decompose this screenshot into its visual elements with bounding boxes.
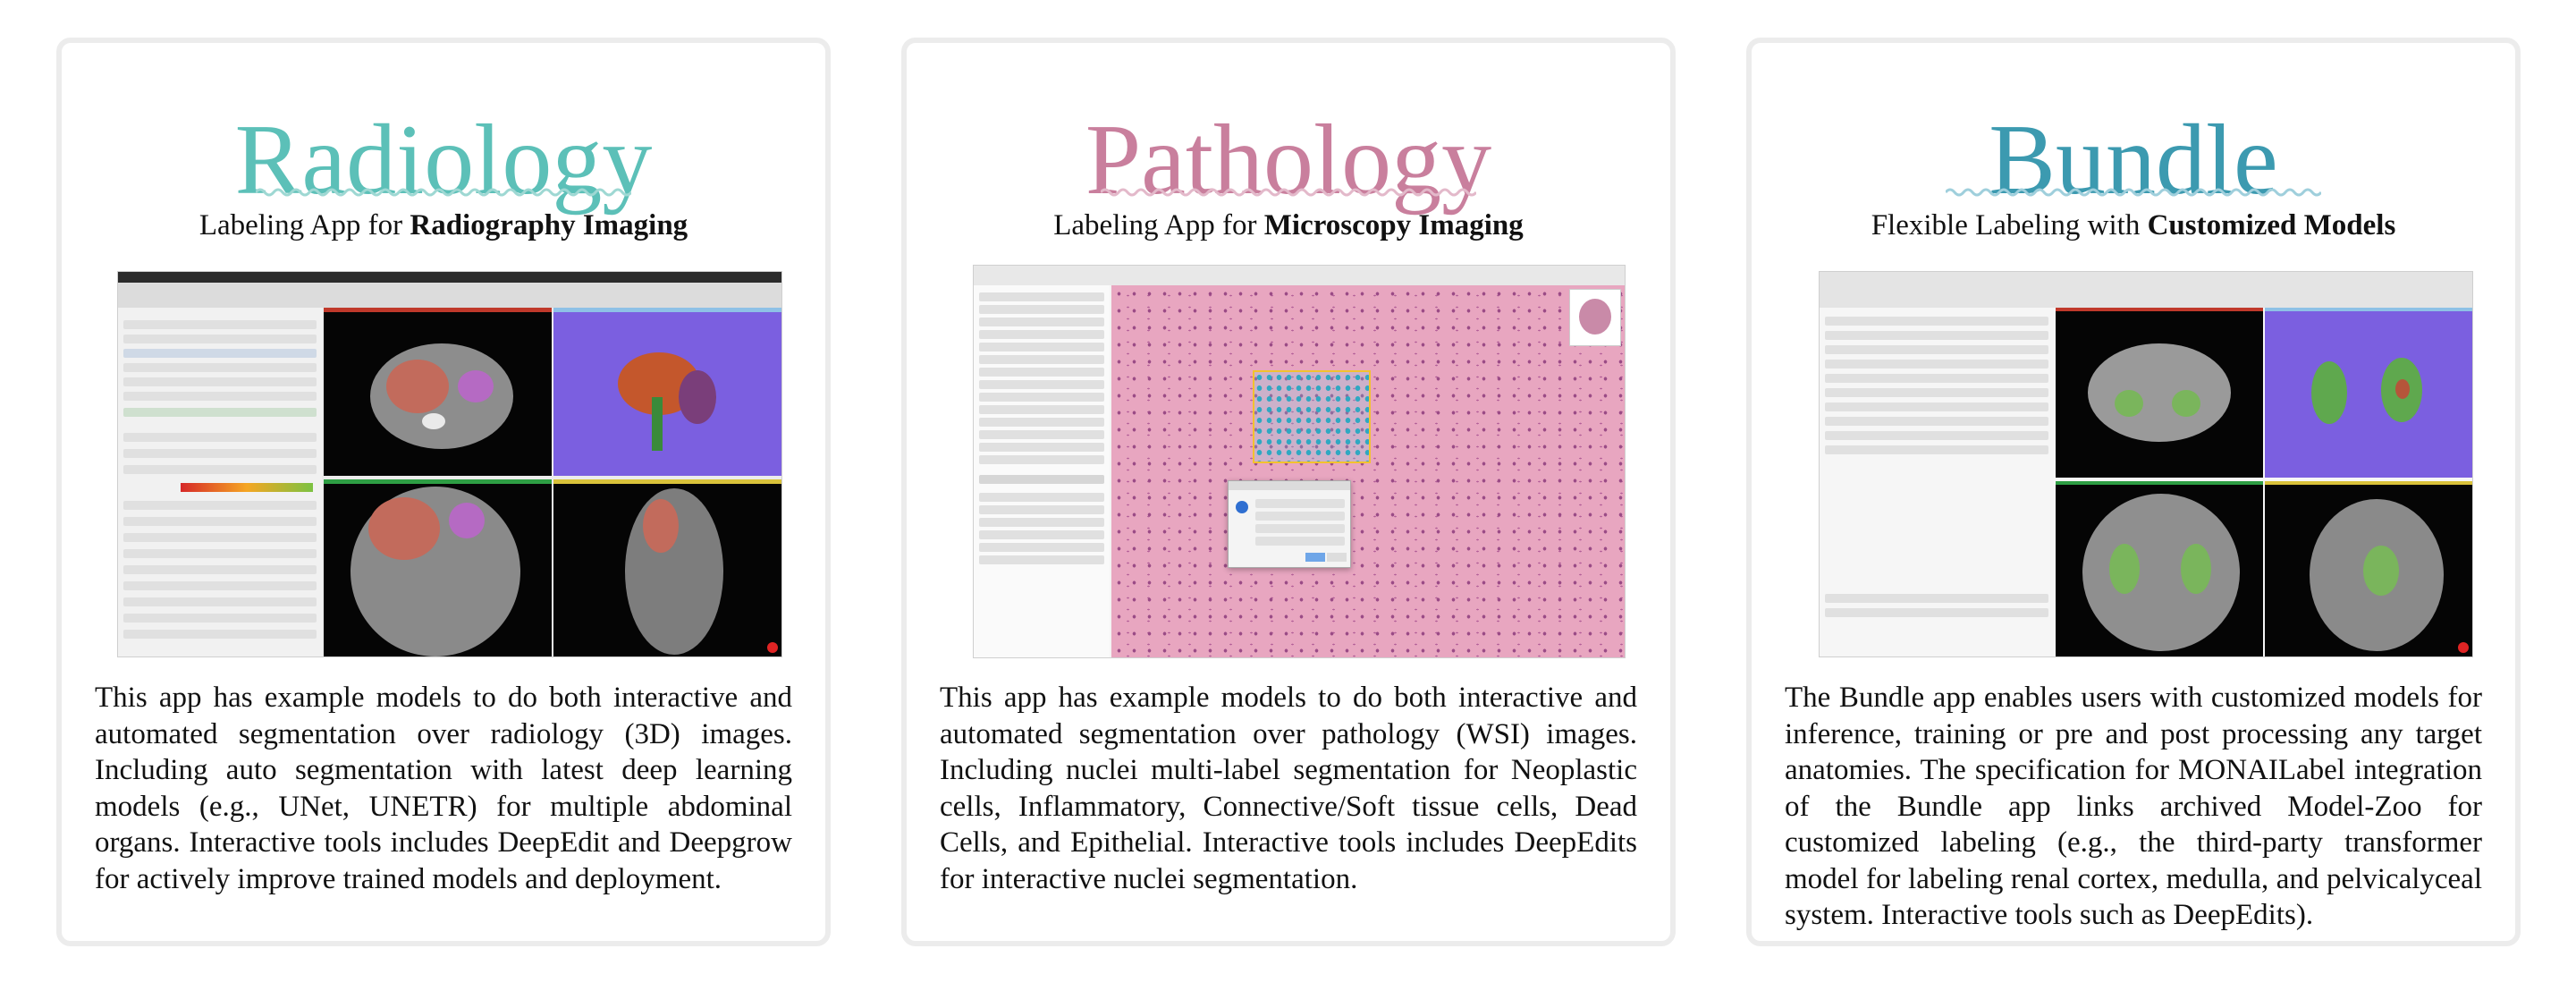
axial-view[interactable] [324,308,552,476]
bundle-description: The Bundle app enables users with customized models for inference, training or pre and post processing any target anatomies. The specification for MONAILabel integration of the Bundle app links archived Model-Zoo for customized labeling (e.g., the third-party transformer model for labeling renal cortex, medulla, and pelvicalyceal system. Interactive tools such as DeepEdits). [1785,682,2482,931]
bundle-subtitle: Flexible Labeling with Customized Models [1871,209,2396,241]
close-icon[interactable] [767,642,778,653]
pathology-card [901,38,1676,946]
confidence-bar [181,483,313,492]
3d-view[interactable] [553,308,781,476]
annotation-list-panel [974,285,1110,657]
pathology-subtitle: Labeling App for Microscopy Imaging [1053,209,1524,241]
radiology-screenshot [117,271,782,657]
toolbar [974,266,1625,285]
3d-view[interactable] [2265,308,2472,478]
selection-box[interactable] [1253,370,1371,463]
radiology-description: This app has example models to do both interactive and automated segmentation over radiology (3D) images. Including auto segmentation with latest deep learning models (e.g., UNet, UNETR) for multiple abdominal organs. Interactive tools includes DeepEdit and Deepgrow for actively improve trained models and deployment. [95,682,792,895]
sagittal-view[interactable] [553,479,781,656]
axial-view[interactable] [2056,308,2263,478]
window-titlebar [118,272,781,283]
bundle-screenshot [1819,271,2473,657]
pathology-screenshot [973,265,1626,658]
radiology-subtitle: Labeling App for Radiography Imaging [198,209,688,241]
toolbar [118,283,781,308]
bundle-title: Bundle [1989,105,2278,216]
pathology-title: Pathology [1085,105,1492,216]
minimap[interactable] [1569,289,1621,346]
radiology-card [56,38,831,946]
radiology-title: Radiology [234,105,653,216]
toolbar [1820,272,2472,308]
slide-viewer[interactable] [1111,285,1625,657]
pathology-description: This app has example models to do both interactive and automated segmentation over pathology (WSI) images. Including nuclei multi-label segmentation for Neoplastic cells, Inflammatory, Connective/Soft tissue cells, Dead Cells, and Epithelial. Interactive tools includes DeepEdits for interactive nuclei segmentation. [940,682,1637,895]
sagittal-view[interactable] [2265,481,2472,656]
close-icon[interactable] [2458,642,2469,653]
title-underline [1946,186,2321,199]
title-underline [1101,186,1476,199]
title-underline [256,186,631,199]
module-panel [1820,308,2054,656]
coronal-view[interactable] [324,479,552,656]
module-panel [118,308,322,656]
bundle-card [1746,38,2521,946]
dialog[interactable] [1228,480,1351,568]
coronal-view[interactable] [2056,481,2263,656]
